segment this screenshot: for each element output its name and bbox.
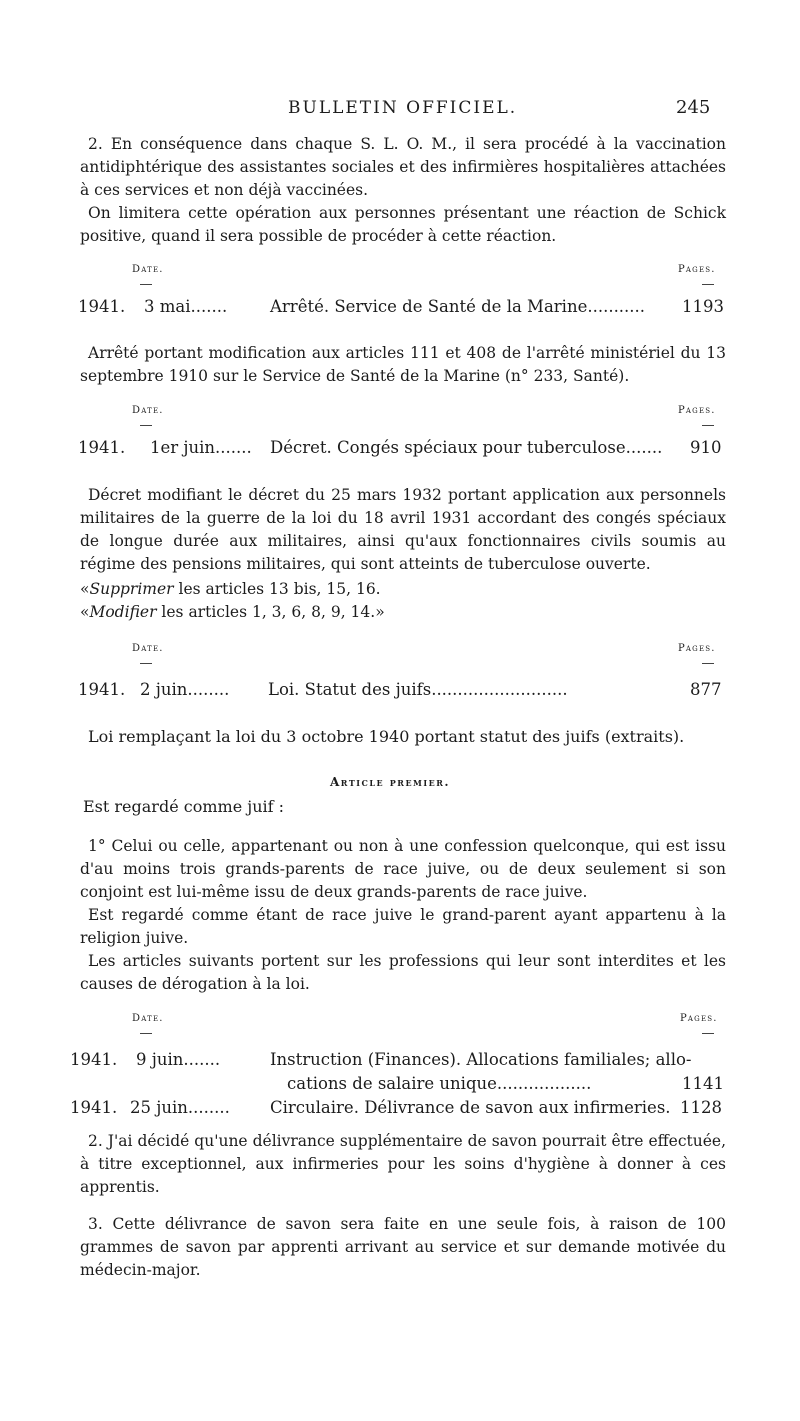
regarde-line: Est regardé comme juif : — [83, 797, 285, 816]
separator-dash — [140, 284, 152, 285]
entry-page: 1128 — [680, 1098, 722, 1117]
entry-text: Circulaire. Délivrance de savon aux infirmeries. — [270, 1098, 671, 1117]
summary-text: Décret modifiant le décret du 25 mars 1932 portant application aux personnels militaires de la guerre de la loi du 18 avril 1931 accordant des congés spéciaux de longue durée aux militaires, ainsi qu'aux fonctionnaires civils soumis au régime des pensions militaires, qui sont atteints de tuberculose ouverte. — [80, 486, 726, 573]
separator-dash — [702, 284, 714, 285]
entry-day: 9 juin....... — [136, 1050, 221, 1069]
suppress-line: «Supprimer les articles 13 bis, 15, 16. — [80, 580, 381, 598]
circular-paragraph-3: 3. Cette délivrance de savon sera faite en une seule fois, à raison de 100 grammes de savon par apprenti arrivant au service et sur demande motivée du médecin-major. — [80, 1215, 726, 1279]
entry-page: 877 — [690, 680, 722, 699]
article-paragraph-2: Est regardé comme étant de race juive le grand-parent ayant appartenu à la religion juive. — [80, 906, 726, 947]
entry-year: 1941. — [78, 297, 126, 316]
entry-day: 25 juin........ — [130, 1098, 230, 1117]
separator-dash — [702, 425, 714, 426]
intro-paragraph-2: On limitera cette opération aux personnes présentant une réaction de Schick positive, quand il sera possible de procéder à cette réaction. — [80, 204, 726, 245]
entry-day: 1er juin....... — [150, 438, 252, 457]
date-column-label: Date. — [132, 643, 164, 654]
modify-label: Modifier — [89, 603, 157, 621]
modify-line: «Modifier les articles 1, 3, 6, 8, 9, 14.» — [80, 603, 385, 621]
entry-page: 910 — [690, 438, 722, 457]
entry-text: Loi. Statut des juifs.......................... — [268, 680, 568, 699]
block3-summary: Loi remplaçant la loi du 3 octobre 1940 portant statut des juifs (extraits). — [88, 727, 685, 746]
date-column-label: Date. — [132, 264, 164, 275]
pages-column-label: Pages. — [680, 1013, 718, 1024]
date-column-label: Date. — [132, 405, 164, 416]
intro-section — [80, 133, 726, 248]
separator-dash — [702, 663, 714, 664]
separator-dash — [140, 425, 152, 426]
entry-year: 1941. — [70, 1050, 118, 1069]
block4-body — [80, 1130, 726, 1282]
entry-year: 1941. — [70, 1098, 118, 1117]
page-number: 245 — [676, 97, 711, 118]
summary-text: Arrêté portant modification aux articles 111 et 408 de l'arrêté ministériel du 13 septembre 1910 sur le Service de Santé de la Marine (n° 233, Santé). — [80, 344, 726, 385]
block2-summary — [80, 484, 726, 624]
pages-column-label: Pages. — [678, 264, 716, 275]
entry-day: 3 mai....... — [144, 297, 228, 316]
pages-column-label: Pages. — [678, 405, 716, 416]
block1-summary — [80, 342, 726, 388]
separator-dash — [140, 663, 152, 664]
entry-page: 1141 — [682, 1074, 724, 1093]
intro-paragraph-1: 2. En conséquence dans chaque S. L. O. M., il sera procédé à la vaccination antidiphtérique des assistantes sociales et des infirmières hospitalières attachées à ces services et non déjà vaccinées. — [80, 135, 726, 199]
suppress-label: Supprimer — [89, 580, 174, 598]
entry-day: 2 juin........ — [140, 680, 230, 699]
entry-text: Arrêté. Service de Santé de la Marine........... — [270, 297, 646, 316]
entry-text: Instruction (Finances). Allocations familiales; allo- — [270, 1050, 692, 1069]
entry-year: 1941. — [78, 680, 126, 699]
date-column-label: Date. — [132, 1013, 164, 1024]
pages-column-label: Pages. — [678, 643, 716, 654]
entry-year: 1941. — [78, 438, 126, 457]
article-paragraph-3: Les articles suivants portent sur les professions qui leur sont interdites et les causes de dérogation à la loi. — [80, 952, 726, 993]
entry-text-continuation: cations de salaire unique.................. — [287, 1074, 592, 1093]
entry-page: 1193 — [682, 297, 724, 316]
running-header: BULLETIN OFFICIEL. — [288, 98, 518, 118]
article-title: Article premier. — [330, 775, 451, 789]
circular-paragraph-2: 2. J'ai décidé qu'une délivrance supplémentaire de savon pourrait être effectuée, à titre exceptionnel, aux infirmeries pour les soins d'hygiène à donner à ces apprentis. — [80, 1132, 726, 1196]
block3-body — [80, 835, 726, 996]
separator-dash — [702, 1033, 714, 1034]
entry-text: Décret. Congés spéciaux pour tuberculose....... — [270, 438, 663, 457]
separator-dash — [140, 1033, 152, 1034]
article-paragraph-1: 1° Celui ou celle, appartenant ou non à une confession quelconque, qui est issu d'au moins trois grands-parents de race juive, ou de deux seulement si son conjoint est lui-même issu de deux grands-parents de race juive. — [80, 837, 726, 901]
